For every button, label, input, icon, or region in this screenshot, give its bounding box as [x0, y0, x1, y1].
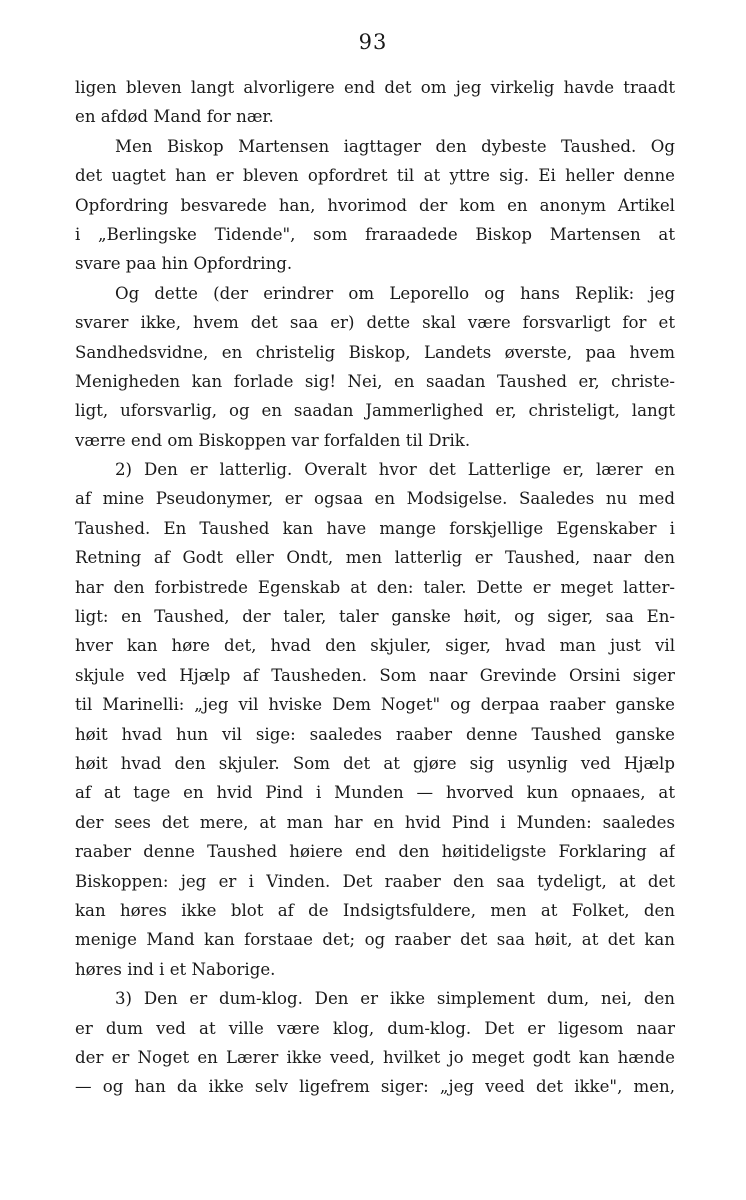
text-line: i „Berlingske Tidende", som fraraadede Biskop Martensen at — [75, 224, 675, 244]
text-line: til Marinelli: „jeg vil hviske Dem Noget" og derpaa raaber ganske — [75, 695, 675, 715]
text-line: Men Biskop Martensen iagttager den dybeste Taushed. Og — [115, 136, 675, 156]
text-line: raaber denne Taushed høiere end den høitideligste Forklaring af — [75, 842, 675, 862]
text-line: svare paa hin Opfordring. — [75, 254, 293, 274]
text-line: af mine Pseudonymer, er ogsaa en Modsigelse. Saaledes nu med — [75, 489, 675, 509]
text-line: der er Noget en Lærer ikke veed, hvilket jo meget godt kan hænde — [75, 1047, 675, 1067]
text-line: hver kan høre det, hvad den skjuler, siger, hvad man just vil — [75, 636, 675, 656]
text-line: værre end om Biskoppen var forfalden til Drik. — [75, 430, 471, 450]
text-line: 2) Den er latterlig. Overalt hvor det Latterlige er, lærer en — [115, 460, 675, 480]
text-line: ligt: en Taushed, der taler, taler ganske høit, og siger, saa En- — [75, 607, 675, 627]
page-number: 93 — [358, 30, 388, 54]
text-line: det uagtet han er bleven opfordret til at yttre sig. Ei heller denne — [75, 166, 675, 186]
body-text — [75, 73, 675, 1102]
text-line: Menigheden kan forlade sig! Nei, en saadan Taushed er, christe- — [75, 371, 675, 391]
text-line: høit hvad hun vil sige: saaledes raaber denne Taushed ganske — [75, 724, 675, 744]
text-line: kan høres ikke blot af de Indsigtsfuldere, men at Folket, den — [75, 900, 675, 920]
text-line: høres ind i et Naborige. — [75, 959, 276, 979]
text-line: ligt, uforsvarlig, og en saadan Jammerlighed er, christeligt, langt — [75, 401, 675, 421]
text-line: har den forbistrede Egenskab at den: taler. Dette er meget latter- — [75, 577, 675, 597]
text-line: menige Mand kan forstaae det; og raaber det saa høit, at det kan — [75, 930, 675, 950]
text-line: Sandhedsvidne, en christelig Biskop, Landets øverste, paa hvem — [75, 342, 675, 362]
text-line: er dum ved at ville være klog, dum-klog. Det er ligesom naar — [75, 1018, 675, 1038]
text-line: 3) Den er dum-klog. Den er ikke simplement dum, nei, den — [115, 989, 675, 1009]
text-line: — og han da ikke selv ligefrem siger: „jeg veed det ikke", men, — [75, 1077, 675, 1097]
text-line: Og dette (der erindrer om Leporello og hans Replik: jeg — [115, 283, 675, 303]
text-line: af at tage en hvid Pind i Munden — hvorved kun opnaaes, at — [75, 783, 675, 803]
text-line: svarer ikke, hvem det saa er) dette skal være forsvarligt for et — [75, 313, 675, 333]
text-line: Retning af Godt eller Ondt, men latterlig er Taushed, naar den — [75, 548, 675, 568]
text-line: Opfordring besvarede han, hvorimod der kom en anonym Artikel — [75, 195, 675, 215]
text-line: høit hvad den skjuler. Som det at gjøre sig usynlig ved Hjælp — [75, 753, 675, 773]
text-line: en afdød Mand for nær. — [75, 107, 274, 127]
text-line: ligen bleven langt alvorligere end det om jeg virkelig havde traadt — [75, 78, 675, 97]
text-line: skjule ved Hjælp af Tausheden. Som naar Grevinde Orsini siger — [75, 665, 675, 685]
text-line: der sees det mere, at man har en hvid Pind i Munden: saaledes — [75, 812, 675, 832]
text-line: Taushed. En Taushed kan have mange forskjellige Egenskaber i — [75, 518, 675, 538]
text-line: Biskoppen: jeg er i Vinden. Det raaber den saa tydeligt, at det — [75, 871, 675, 891]
